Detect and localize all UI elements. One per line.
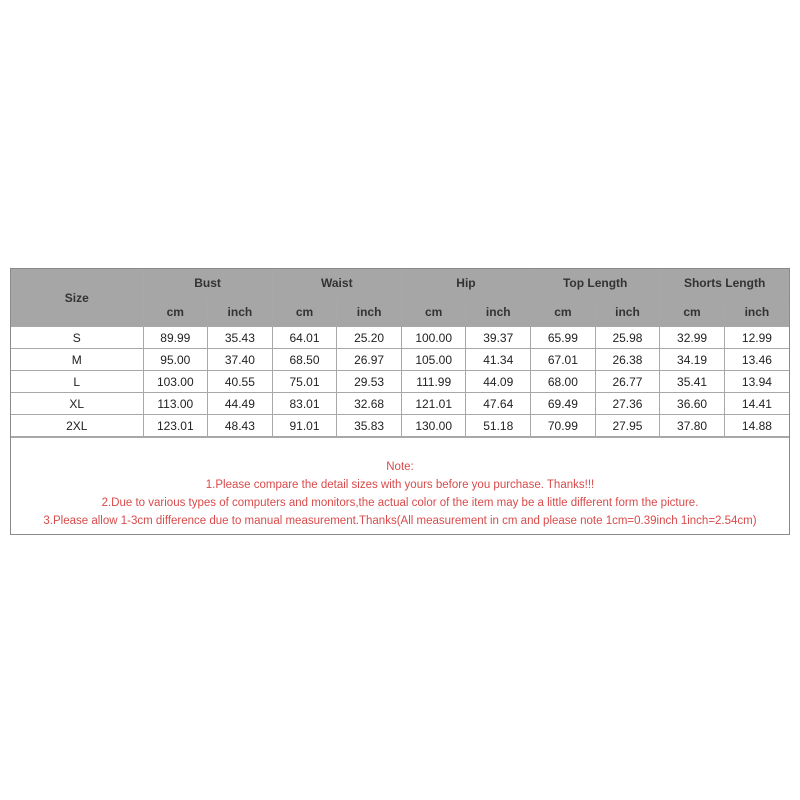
table-cell: 27.95 bbox=[595, 415, 660, 437]
table-cell: 121.01 bbox=[401, 393, 466, 415]
table-cell: 35.43 bbox=[208, 327, 273, 349]
size-table bbox=[11, 269, 789, 437]
table-cell: 113.00 bbox=[143, 393, 208, 415]
table-cell: 25.98 bbox=[595, 327, 660, 349]
table-cell: 51.18 bbox=[466, 415, 531, 437]
table-cell: 29.53 bbox=[337, 371, 402, 393]
unit-header: inch bbox=[208, 298, 273, 327]
table-cell: 89.99 bbox=[143, 327, 208, 349]
table-cell: 14.41 bbox=[724, 393, 789, 415]
size-cell: XL bbox=[11, 393, 143, 415]
table-cell: 26.38 bbox=[595, 349, 660, 371]
group-header-hip: Hip bbox=[401, 269, 530, 298]
table-cell: 26.77 bbox=[595, 371, 660, 393]
note-line-1: 1.Please compare the detail sizes with yours before you purchase. Thanks!!! bbox=[205, 479, 595, 491]
table-cell: 69.49 bbox=[531, 393, 596, 415]
table-cell: 130.00 bbox=[401, 415, 466, 437]
table-cell: 67.01 bbox=[531, 349, 596, 371]
table-cell: 14.88 bbox=[724, 415, 789, 437]
notes-section bbox=[11, 437, 789, 534]
table-cell: 70.99 bbox=[531, 415, 596, 437]
table-row bbox=[11, 349, 789, 371]
unit-header: cm bbox=[660, 298, 725, 327]
table-cell: 48.43 bbox=[208, 415, 273, 437]
table-cell: 37.80 bbox=[660, 415, 725, 437]
table-cell: 100.00 bbox=[401, 327, 466, 349]
unit-header: cm bbox=[401, 298, 466, 327]
unit-header: cm bbox=[272, 298, 337, 327]
unit-header: inch bbox=[724, 298, 789, 327]
table-cell: 35.41 bbox=[660, 371, 725, 393]
table-cell: 13.46 bbox=[724, 349, 789, 371]
table-row bbox=[11, 371, 789, 393]
table-cell: 27.36 bbox=[595, 393, 660, 415]
group-header-bust: Bust bbox=[143, 269, 272, 298]
table-cell: 44.09 bbox=[466, 371, 531, 393]
table-cell: 12.99 bbox=[724, 327, 789, 349]
size-chart bbox=[10, 268, 790, 535]
table-cell: 35.83 bbox=[337, 415, 402, 437]
table-cell: 32.68 bbox=[337, 393, 402, 415]
table-cell: 64.01 bbox=[272, 327, 337, 349]
note-title: Note: bbox=[386, 461, 414, 473]
group-header-waist: Waist bbox=[272, 269, 401, 298]
table-cell: 103.00 bbox=[143, 371, 208, 393]
group-header-shorts-length: Shorts Length bbox=[660, 269, 789, 298]
table-cell: 13.94 bbox=[724, 371, 789, 393]
table-cell: 68.00 bbox=[531, 371, 596, 393]
table-cell: 39.37 bbox=[466, 327, 531, 349]
table-cell: 26.97 bbox=[337, 349, 402, 371]
table-cell: 75.01 bbox=[272, 371, 337, 393]
unit-header: inch bbox=[337, 298, 402, 327]
table-cell: 32.99 bbox=[660, 327, 725, 349]
group-header-row bbox=[11, 269, 789, 298]
unit-header: cm bbox=[143, 298, 208, 327]
table-cell: 25.20 bbox=[337, 327, 402, 349]
unit-header: inch bbox=[595, 298, 660, 327]
table-cell: 91.01 bbox=[272, 415, 337, 437]
table-cell: 36.60 bbox=[660, 393, 725, 415]
table-cell: 111.99 bbox=[401, 371, 466, 393]
table-cell: 41.34 bbox=[466, 349, 531, 371]
unit-header: inch bbox=[466, 298, 531, 327]
size-cell: L bbox=[11, 371, 143, 393]
table-cell: 44.49 bbox=[208, 393, 273, 415]
note-line-3: 3.Please allow 1-3cm difference due to manual measurement.Thanks(All measurement in cm and please note 1cm=0.39inch 1inch=2.54cm) bbox=[43, 515, 757, 527]
table-cell: 37.40 bbox=[208, 349, 273, 371]
size-cell: M bbox=[11, 349, 143, 371]
table-cell: 40.55 bbox=[208, 371, 273, 393]
table-cell: 68.50 bbox=[272, 349, 337, 371]
group-header-top-length: Top Length bbox=[531, 269, 660, 298]
table-cell: 83.01 bbox=[272, 393, 337, 415]
size-cell: 2XL bbox=[11, 415, 143, 437]
table-row bbox=[11, 393, 789, 415]
size-cell: S bbox=[11, 327, 143, 349]
table-cell: 65.99 bbox=[531, 327, 596, 349]
table-cell: 95.00 bbox=[143, 349, 208, 371]
table-row bbox=[11, 327, 789, 349]
table-cell: 123.01 bbox=[143, 415, 208, 437]
unit-header: cm bbox=[531, 298, 596, 327]
table-cell: 105.00 bbox=[401, 349, 466, 371]
table-row bbox=[11, 415, 789, 437]
size-column-header: Size bbox=[11, 269, 143, 327]
table-cell: 34.19 bbox=[660, 349, 725, 371]
table-cell: 47.64 bbox=[466, 393, 531, 415]
note-line-2: 2.Due to various types of computers and monitors,the actual color of the item may be a little different form the picture. bbox=[101, 497, 699, 509]
